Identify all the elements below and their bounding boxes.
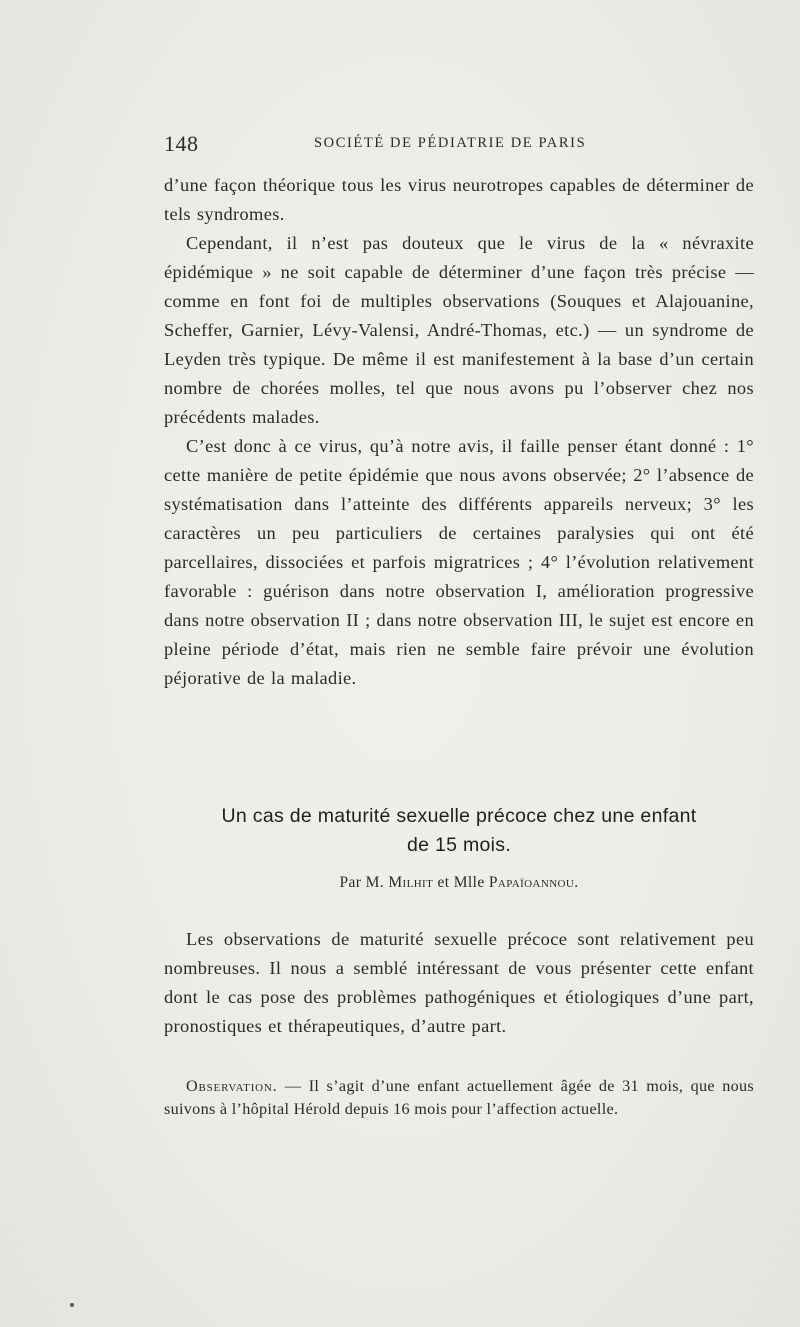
observation-label: Observation. [186, 1077, 278, 1095]
article-title [164, 802, 754, 860]
running-head: SOCIÉTÉ DE PÉDIATRIE DE PARIS [314, 135, 587, 151]
article-intro-paragraph: Les observations de maturité sexuelle précoce sont relativement peu nombreuses. Il nous a semblé intéressant de vous présenter cette enfant dont le cas pose des problèmes pathogéniques et étiologiques d’une part, pronostiques et thérapeutiques, d’autre part. [164, 929, 754, 1036]
page-number: 148 [164, 131, 199, 156]
byline-middle: et Mlle [433, 874, 489, 891]
observation-paragraph [164, 1075, 754, 1121]
byline-suffix: . [574, 874, 579, 891]
paragraph-leyden: Cependant, il n’est pas douteux que le virus de la « névraxite épidémique » ne soit capable de déterminer d’une façon très précise — comme en font foi de multiples observations (Souques et Alajouanine, Scheffer, Garnier, Lévy-Valensi, André-Thomas, etc.) — un syndrome de Leyden très typique. De même il est manifestement à la base d’un certain nombre de chorées molles, tel que nous avons pu l’observer chez nos précédents malades. [164, 233, 754, 427]
observation-text: — Il s’agit d’une enfant actuellement âgée de 31 mois, que nous suivons à l’hôpital Hérold depuis 16 mois pour l’affection actuelle. [164, 1077, 754, 1118]
paragraph-continuation: d’une façon théorique tous les virus neurotropes capables de déterminer de tels syndromes. [164, 175, 754, 224]
article-title-line-2: de 15 mois. [406, 834, 512, 856]
continued-text [164, 171, 754, 693]
article-title-line-1: Un cas de maturité sexuelle précoce chez une enfant [221, 805, 697, 827]
paper-speck [70, 1303, 74, 1307]
byline-prefix: Par M. [339, 874, 389, 891]
page-header [164, 131, 754, 161]
paragraph-conclusion: C’est donc à ce virus, qu’à notre avis, il faille penser étant donné : 1° cette manière de petite épidémie que nous avons observée; 2° l’absence de systématisation dans l’atteinte des différents appareils nerveux; 3° les caractères un peu particuliers de certaines paralysies qui ont été parcellaires, dissociées et parfois migratrices ; 4° l’évolution relativement favorable : guérison dans notre observation I, amélioration progressive dans notre observation II ; dans notre observation III, le sujet est encore en pleine période d’état, mais rien ne semble faire prévoir une évolution péjorative de la maladie. [164, 436, 754, 688]
author-papaioannou: Papaïoannou [488, 874, 575, 891]
byline [164, 874, 754, 892]
author-milhit: Milhit [388, 874, 434, 891]
